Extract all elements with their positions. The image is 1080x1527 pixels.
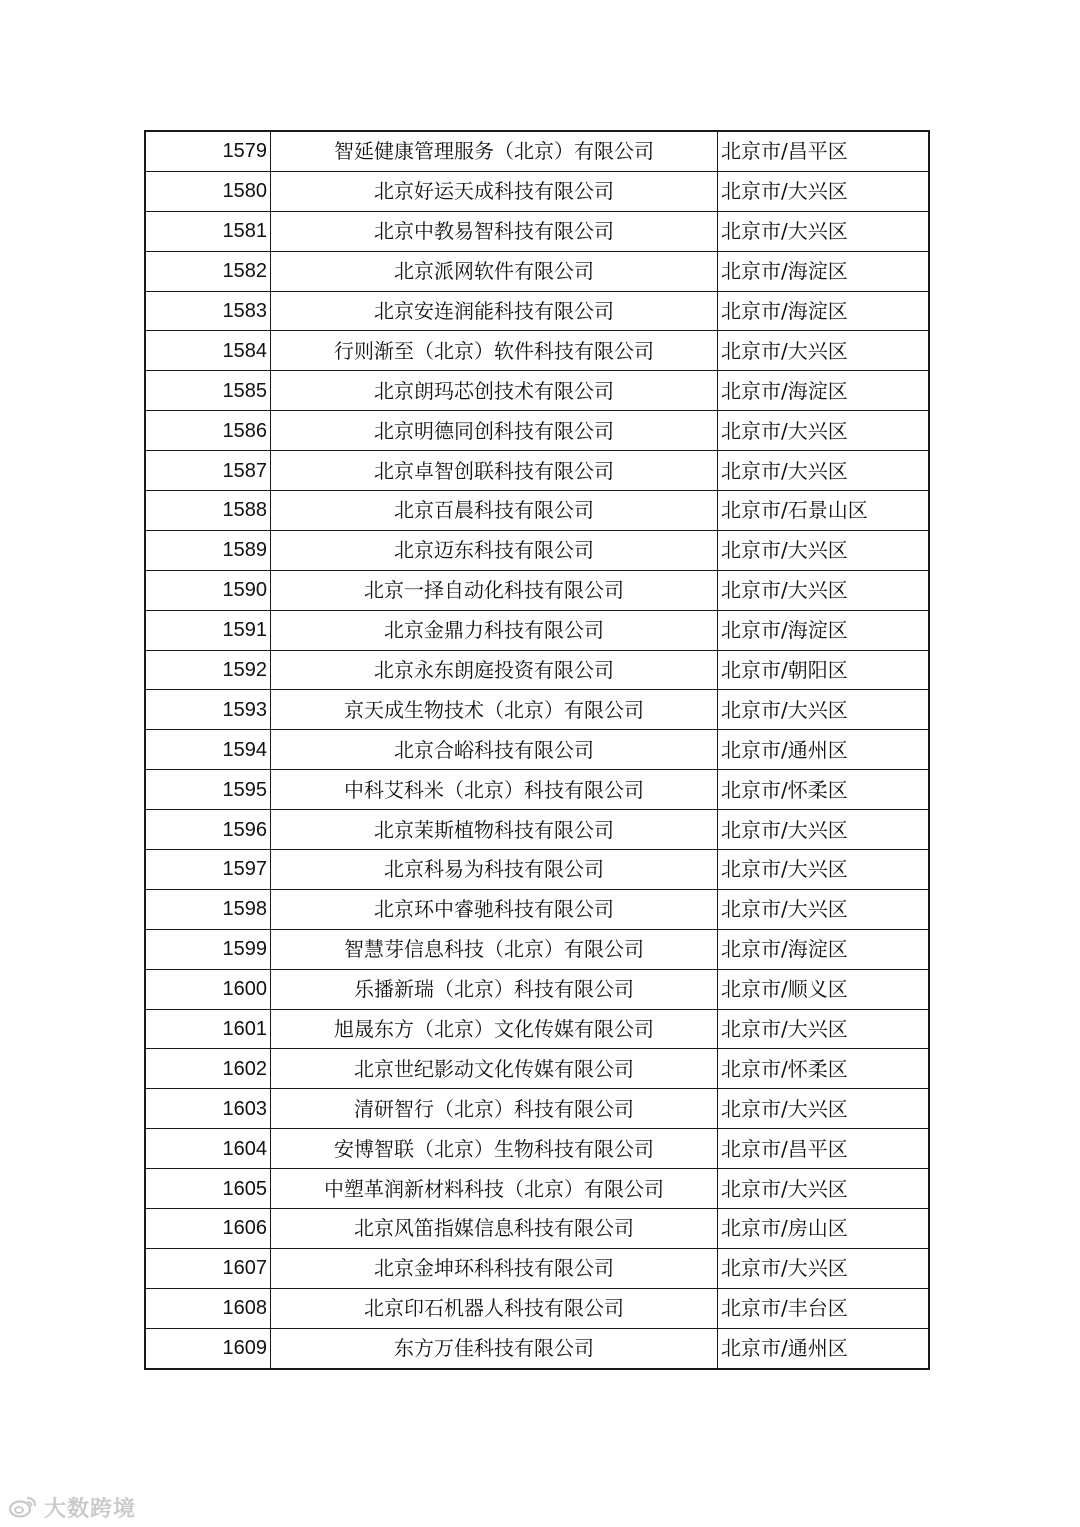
- region-cell: 北京市/朝阳区: [718, 650, 930, 690]
- company-name-cell: 北京安连润能科技有限公司: [271, 291, 718, 331]
- region-cell: 北京市/大兴区: [718, 411, 930, 451]
- row-number-cell: 1590: [145, 570, 271, 610]
- company-name-cell: 智延健康管理服务（北京）有限公司: [271, 131, 718, 171]
- row-number-cell: 1592: [145, 650, 271, 690]
- company-name-cell: 京天成生物技术（北京）有限公司: [271, 690, 718, 730]
- table-row: [145, 730, 929, 770]
- weibo-logo-icon: [8, 1495, 38, 1519]
- region-cell: 北京市/大兴区: [718, 1089, 930, 1129]
- table-row: [145, 331, 929, 371]
- row-number-cell: 1585: [145, 371, 271, 411]
- table-row: [145, 610, 929, 650]
- table-row: [145, 251, 929, 291]
- company-name-cell: 北京迈东科技有限公司: [271, 530, 718, 570]
- row-number-cell: 1580: [145, 171, 271, 211]
- table-row: [145, 1169, 929, 1209]
- table-row: [145, 690, 929, 730]
- table-row: [145, 451, 929, 491]
- company-name-cell: 中科艾科米（北京）科技有限公司: [271, 770, 718, 810]
- region-cell: 北京市/大兴区: [718, 1169, 930, 1209]
- table-row: [145, 570, 929, 610]
- watermark: [8, 1492, 136, 1522]
- company-name-cell: 北京明德同创科技有限公司: [271, 411, 718, 451]
- table-row: [145, 211, 929, 251]
- row-number-cell: 1597: [145, 850, 271, 890]
- row-number-cell: 1589: [145, 530, 271, 570]
- region-cell: 北京市/大兴区: [718, 1248, 930, 1288]
- row-number-cell: 1587: [145, 451, 271, 491]
- table-row: [145, 1129, 929, 1169]
- table-row: [145, 171, 929, 211]
- table-row: [145, 770, 929, 810]
- company-name-cell: 北京金坤环科科技有限公司: [271, 1248, 718, 1288]
- company-name-cell: 北京永东朗庭投资有限公司: [271, 650, 718, 690]
- company-list-table: [144, 130, 930, 1370]
- table-row: [145, 1089, 929, 1129]
- company-name-cell: 北京世纪影动文化传媒有限公司: [271, 1049, 718, 1089]
- region-cell: 北京市/大兴区: [718, 1009, 930, 1049]
- row-number-cell: 1595: [145, 770, 271, 810]
- table-body: [145, 131, 929, 1369]
- table-row: [145, 371, 929, 411]
- row-number-cell: 1596: [145, 810, 271, 850]
- region-cell: 北京市/大兴区: [718, 889, 930, 929]
- table-row: [145, 850, 929, 890]
- table-row: [145, 1288, 929, 1328]
- company-name-cell: 清研智行（北京）科技有限公司: [271, 1089, 718, 1129]
- region-cell: 北京市/大兴区: [718, 810, 930, 850]
- table-row: [145, 291, 929, 331]
- table-row: [145, 650, 929, 690]
- row-number-cell: 1606: [145, 1209, 271, 1249]
- row-number-cell: 1594: [145, 730, 271, 770]
- row-number-cell: 1607: [145, 1248, 271, 1288]
- watermark-text: 大数跨境: [44, 1496, 137, 1522]
- row-number-cell: 1598: [145, 889, 271, 929]
- row-number-cell: 1584: [145, 331, 271, 371]
- region-cell: 北京市/怀柔区: [718, 770, 930, 810]
- row-number-cell: 1579: [145, 131, 271, 171]
- row-number-cell: 1591: [145, 610, 271, 650]
- table-row: [145, 530, 929, 570]
- company-name-cell: 北京金鼎力科技有限公司: [271, 610, 718, 650]
- table-row: [145, 810, 929, 850]
- region-cell: 北京市/海淀区: [718, 291, 930, 331]
- row-number-cell: 1599: [145, 929, 271, 969]
- row-number-cell: 1581: [145, 211, 271, 251]
- table-row: [145, 1209, 929, 1249]
- row-number-cell: 1602: [145, 1049, 271, 1089]
- company-name-cell: 北京环中睿驰科技有限公司: [271, 889, 718, 929]
- company-name-cell: 北京合峪科技有限公司: [271, 730, 718, 770]
- row-number-cell: 1603: [145, 1089, 271, 1129]
- company-name-cell: 乐播新瑞（北京）科技有限公司: [271, 969, 718, 1009]
- region-cell: 北京市/大兴区: [718, 530, 930, 570]
- company-name-cell: 旭晟东方（北京）文化传媒有限公司: [271, 1009, 718, 1049]
- row-number-cell: 1604: [145, 1129, 271, 1169]
- company-name-cell: 智慧芽信息科技（北京）有限公司: [271, 929, 718, 969]
- row-number-cell: 1609: [145, 1328, 271, 1368]
- region-cell: 北京市/海淀区: [718, 371, 930, 411]
- table-row: [145, 1328, 929, 1368]
- region-cell: 北京市/大兴区: [718, 451, 930, 491]
- company-name-cell: 东方万佳科技有限公司: [271, 1328, 718, 1368]
- company-name-cell: 北京一择自动化科技有限公司: [271, 570, 718, 610]
- row-number-cell: 1588: [145, 491, 271, 531]
- row-number-cell: 1601: [145, 1009, 271, 1049]
- table-row: [145, 929, 929, 969]
- company-name-cell: 北京科易为科技有限公司: [271, 850, 718, 890]
- region-cell: 北京市/大兴区: [718, 690, 930, 730]
- region-cell: 北京市/大兴区: [718, 570, 930, 610]
- company-name-cell: 行则渐至（北京）软件科技有限公司: [271, 331, 718, 371]
- company-name-cell: 北京印石机器人科技有限公司: [271, 1288, 718, 1328]
- region-cell: 北京市/大兴区: [718, 171, 930, 211]
- table-row: [145, 131, 929, 171]
- region-cell: 北京市/通州区: [718, 730, 930, 770]
- table-row: [145, 411, 929, 451]
- company-name-cell: 北京朗玛芯创技术有限公司: [271, 371, 718, 411]
- row-number-cell: 1600: [145, 969, 271, 1009]
- company-name-cell: 北京好运天成科技有限公司: [271, 171, 718, 211]
- region-cell: 北京市/海淀区: [718, 251, 930, 291]
- company-name-cell: 北京百晨科技有限公司: [271, 491, 718, 531]
- region-cell: 北京市/顺义区: [718, 969, 930, 1009]
- region-cell: 北京市/昌平区: [718, 131, 930, 171]
- region-cell: 北京市/大兴区: [718, 850, 930, 890]
- region-cell: 北京市/丰台区: [718, 1288, 930, 1328]
- table-row: [145, 491, 929, 531]
- region-cell: 北京市/海淀区: [718, 929, 930, 969]
- company-name-cell: 北京茉斯植物科技有限公司: [271, 810, 718, 850]
- row-number-cell: 1582: [145, 251, 271, 291]
- region-cell: 北京市/大兴区: [718, 331, 930, 371]
- company-name-cell: 北京卓智创联科技有限公司: [271, 451, 718, 491]
- row-number-cell: 1583: [145, 291, 271, 331]
- company-name-cell: 北京风笛指媒信息科技有限公司: [271, 1209, 718, 1249]
- row-number-cell: 1608: [145, 1288, 271, 1328]
- table-row: [145, 1248, 929, 1288]
- region-cell: 北京市/海淀区: [718, 610, 930, 650]
- company-name-cell: 中塑革润新材料科技（北京）有限公司: [271, 1169, 718, 1209]
- table-row: [145, 1009, 929, 1049]
- row-number-cell: 1605: [145, 1169, 271, 1209]
- region-cell: 北京市/昌平区: [718, 1129, 930, 1169]
- row-number-cell: 1593: [145, 690, 271, 730]
- company-name-cell: 北京派网软件有限公司: [271, 251, 718, 291]
- row-number-cell: 1586: [145, 411, 271, 451]
- table-row: [145, 889, 929, 929]
- region-cell: 北京市/怀柔区: [718, 1049, 930, 1089]
- region-cell: 北京市/石景山区: [718, 491, 930, 531]
- region-cell: 北京市/大兴区: [718, 211, 930, 251]
- company-name-cell: 北京中教易智科技有限公司: [271, 211, 718, 251]
- table-row: [145, 1049, 929, 1089]
- region-cell: 北京市/通州区: [718, 1328, 930, 1368]
- region-cell: 北京市/房山区: [718, 1209, 930, 1249]
- company-name-cell: 安博智联（北京）生物科技有限公司: [271, 1129, 718, 1169]
- table-row: [145, 969, 929, 1009]
